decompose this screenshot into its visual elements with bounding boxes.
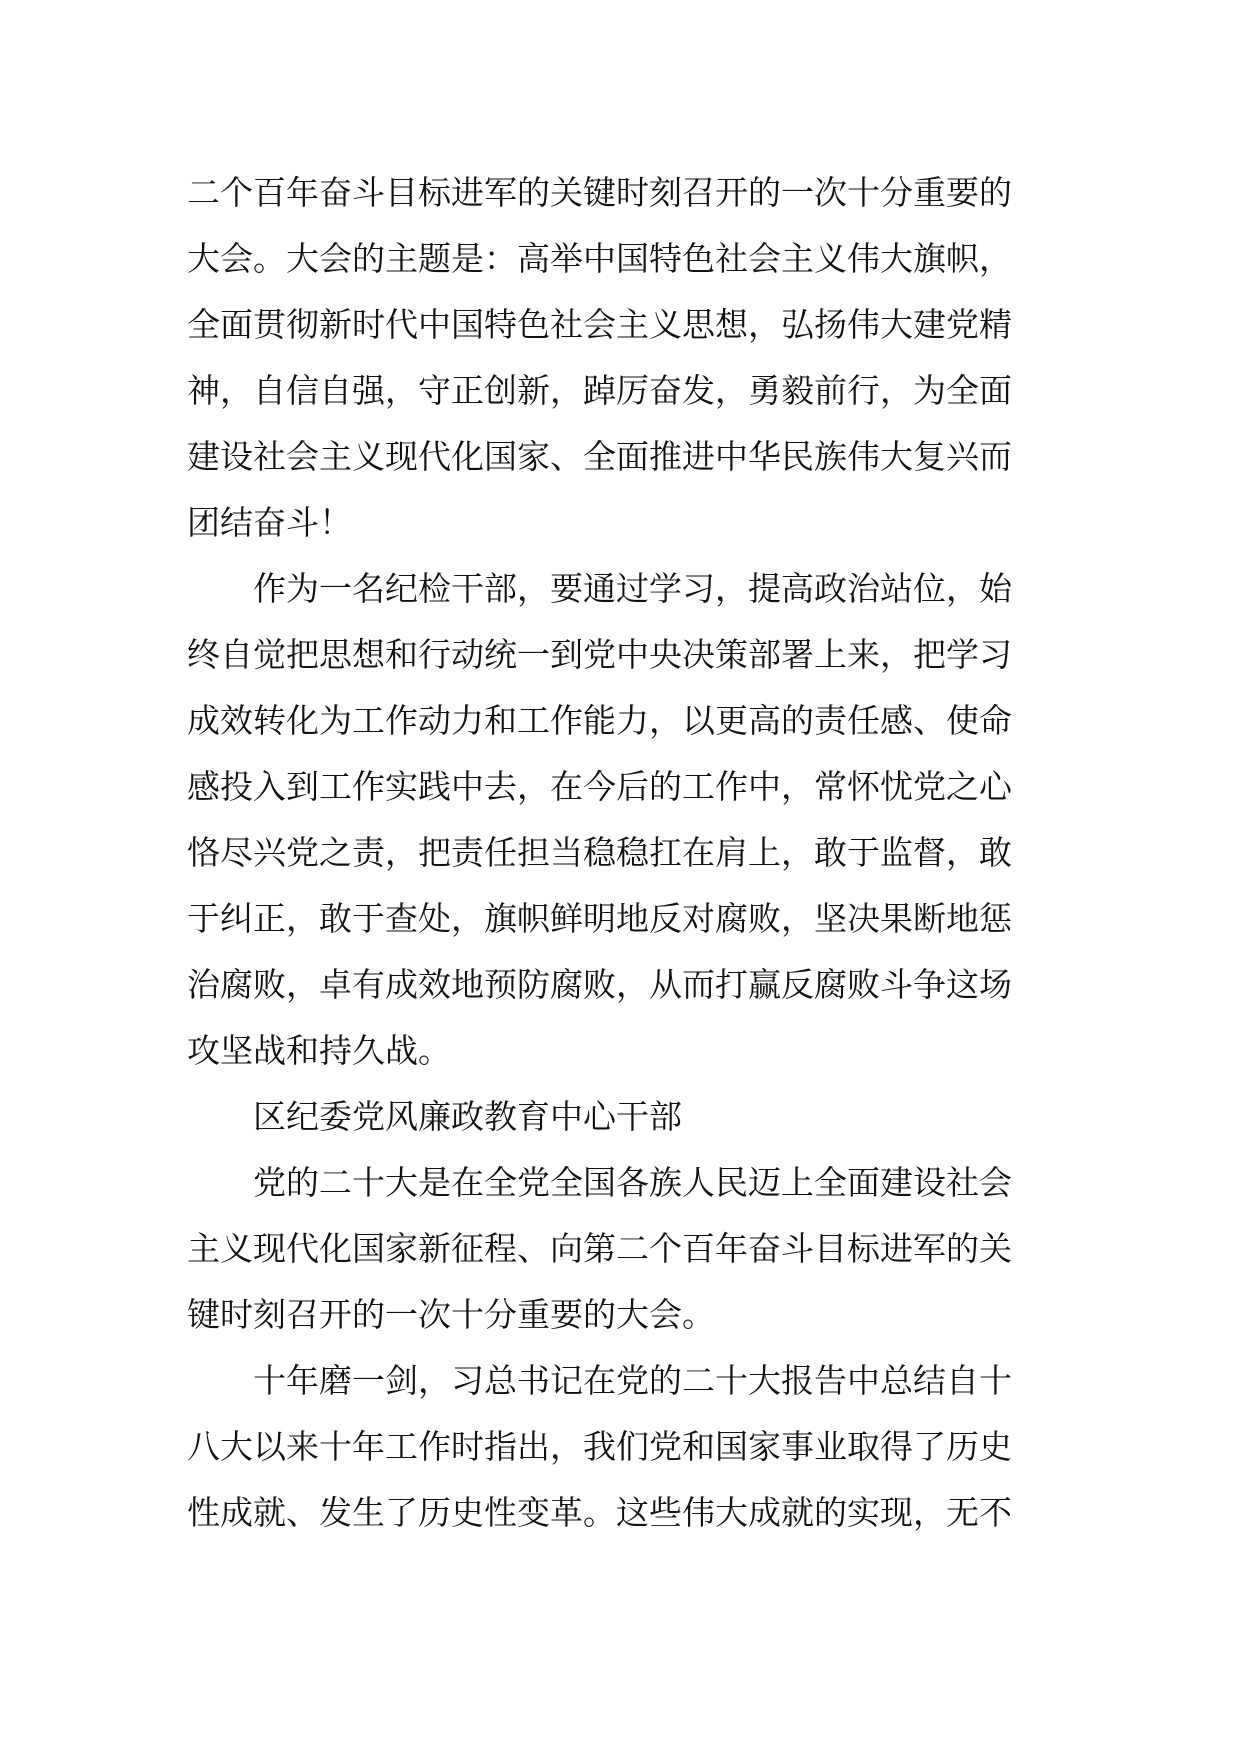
paragraph-ten-years: [187, 1348, 1053, 1546]
text-line: 于纠正，敢于查处，旗帜鲜明地反对腐败，坚决果断地惩: [187, 899, 1012, 938]
text-line: 性成就、发生了历史性变革。这些伟大成就的实现，无不: [187, 1493, 1012, 1532]
text-line: 恪尽兴党之责，把责任担当稳稳扛在肩上，敢于监督，敢: [187, 833, 1012, 872]
text-line: 主义现代化国家新征程、向第二个百年奋斗目标进军的关: [187, 1229, 1012, 1268]
paragraph-discipline-cadre: [187, 556, 1053, 1084]
text-line: 终自觉把思想和行动统一到党中央决策部署上来，把学习: [187, 635, 1012, 674]
text-line: 十年磨一剑，习总书记在党的二十大报告中总结自十: [253, 1361, 1012, 1400]
text-line: 作为一名纪检干部，要通过学习，提高政治站位，始: [253, 569, 1012, 608]
document-body: [187, 160, 1053, 1546]
text-line: 团结奋斗！: [187, 503, 352, 542]
text-line: 感投入到工作实践中去，在今后的工作中，常怀忧党之心: [187, 767, 1012, 806]
text-line: 大会。大会的主题是：高举中国特色社会主义伟大旗帜，: [187, 239, 1012, 278]
text-line: 治腐败，卓有成效地预防腐败，从而打赢反腐败斗争这场: [187, 965, 1012, 1004]
text-line: 成效转化为工作动力和工作能力，以更高的责任感、使命: [187, 701, 1012, 740]
text-line: 党的二十大是在全党全国各族人民迈上全面建设社会: [253, 1163, 1012, 1202]
text-line: 二个百年奋斗目标进军的关键时刻召开的一次十分重要的: [187, 173, 1012, 212]
text-line: 八大以来十年工作时指出，我们党和国家事业取得了历史: [187, 1427, 1012, 1466]
heading-text: 区纪委党风廉政教育中心干部: [253, 1097, 682, 1136]
section-heading: [187, 1084, 1053, 1150]
paragraph-continued: [187, 160, 1053, 556]
text-line: 攻坚战和持久战。: [187, 1031, 451, 1070]
text-line: 建设社会主义现代化国家、全面推进中华民族伟大复兴而: [187, 437, 1012, 476]
text-line: 神，自信自强，守正创新，踔厉奋发，勇毅前行，为全面: [187, 371, 1012, 410]
text-line: 全面贯彻新时代中国特色社会主义思想，弘扬伟大建党精: [187, 305, 1012, 344]
paragraph-congress: [187, 1150, 1053, 1348]
text-line: 键时刻召开的一次十分重要的大会。: [187, 1295, 715, 1334]
